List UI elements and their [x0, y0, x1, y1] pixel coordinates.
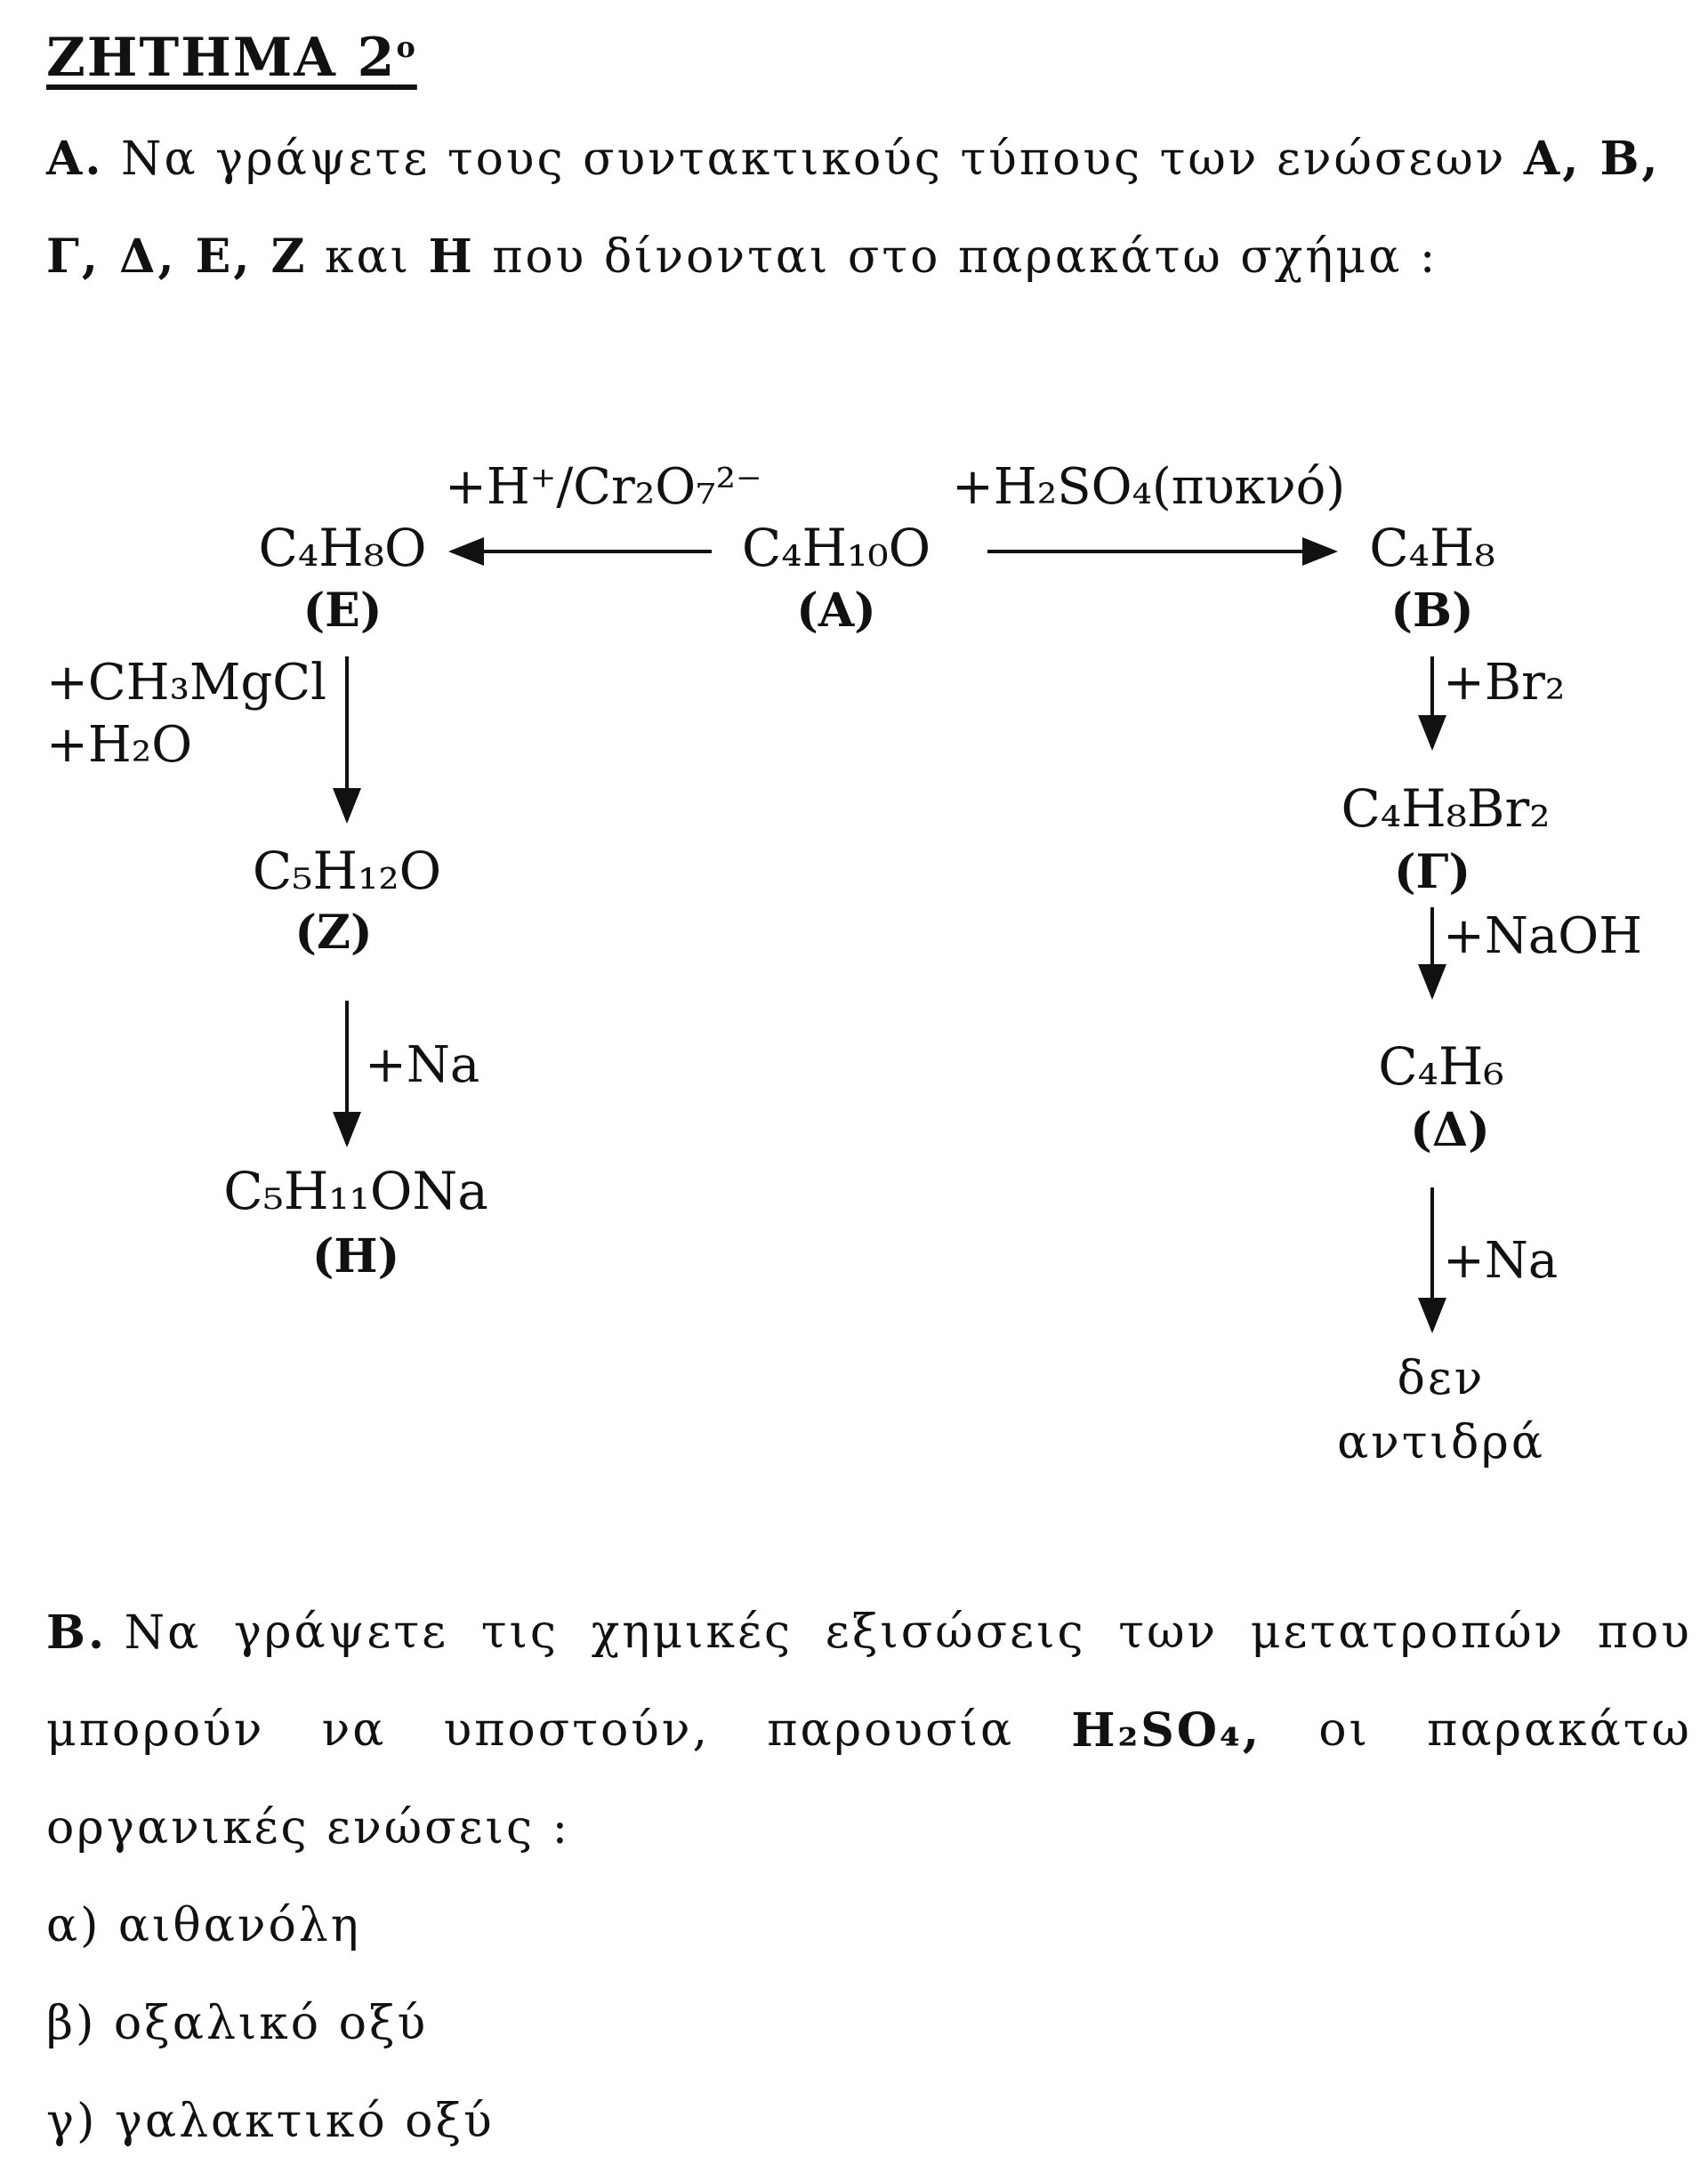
list-item-b: β) οξαλικό οξύ: [46, 1997, 429, 2050]
part-b-line-2: μπορούν να υποστούν, παρουσία H₂SO₄, οι παρακάτω: [46, 1703, 1692, 1758]
compound-g-formula: C₄H₈Br₂: [1341, 778, 1551, 839]
compound-a-label: (Α): [796, 583, 876, 638]
no-reaction-text-2: αντιδρά: [1337, 1416, 1545, 1469]
compound-z-label: (Ζ): [294, 905, 373, 960]
no-reaction-text-1: δεν: [1397, 1352, 1486, 1405]
list-item-a: α) αιθανόλη: [46, 1899, 361, 1952]
list-item-c: γ) γαλακτικό οξύ: [46, 2095, 495, 2148]
reagent-water: +H₂O: [46, 716, 193, 774]
reagent-h2so4: +H₂SO₄(πυκνό): [952, 458, 1346, 516]
compound-e-label: (Ε): [302, 583, 383, 638]
compound-e-formula: C₄H₈O: [258, 518, 427, 578]
reagent-na-left: +Na: [365, 1036, 480, 1094]
part-b-line-3: οργανικές ενώσεις :: [46, 1801, 571, 1855]
compound-b-label: (Β): [1390, 583, 1474, 638]
reagent-br2: +Br₂: [1443, 654, 1566, 712]
compound-b-formula: C₄H₈: [1369, 518, 1495, 578]
compound-d-label: (Δ): [1410, 1103, 1490, 1157]
part-a-line-1: Α. Να γράψετε τους συντακτικούς τύπους των ενώσεων Α, Β,: [46, 132, 1661, 186]
section-heading: ΖΗΤΗΜΑ $2^o$: [46, 27, 417, 89]
compound-a-formula: C₄H₁₀O: [741, 518, 931, 578]
part-a-line-2: Γ, Δ, Ε, Ζ και Η που δίνονται στο παρακάτω σχήμα :: [46, 229, 1438, 284]
reagent-na-right: +Na: [1443, 1232, 1559, 1290]
reagent-dichromate: +H⁺/Cr₂O₇²⁻: [445, 458, 762, 516]
reagent-grignard: +CH₃MgCl: [46, 654, 326, 712]
compound-h-formula: C₅H₁₁ONa: [223, 1161, 488, 1221]
compound-h-label: (Η): [311, 1229, 400, 1284]
part-b-line-1: Β. Να γράψετε τις χημικές εξισώσεις των μετατροπών που: [46, 1606, 1692, 1660]
reagent-naoh: +NaOH: [1443, 907, 1643, 965]
compound-g-label: (Γ): [1393, 845, 1471, 899]
compound-d-formula: C₄H₆: [1378, 1036, 1504, 1097]
compound-z-formula: C₅H₁₂O: [252, 841, 442, 901]
